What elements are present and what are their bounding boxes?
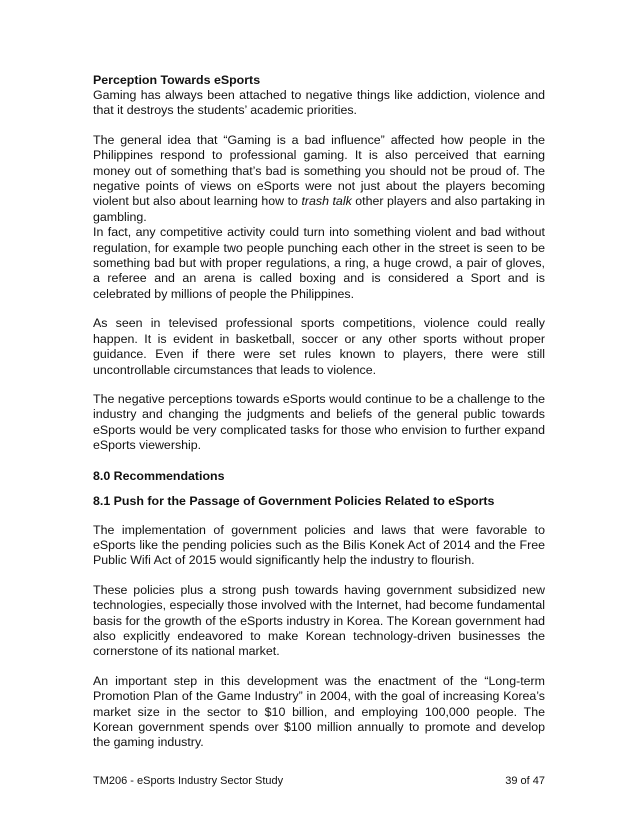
paragraph-perception-4: As seen in televised professional sports competitions, violence could really happen. It is evident in basketball, soccer or any other sports without proper guidance. Even if there were set rules known to players, there were still uncontrollable circumstances that leads to violence. xyxy=(93,316,545,377)
section-heading-recommendations: 8.0 Recommendations xyxy=(93,468,225,483)
paragraph-perception-3: In fact, any competitive activity could turn into something violent and bad without regulation, for example two people punching each other in the street is seen to be something bad but with proper regulations, a ring, a huge crowd, a pair of gloves, a referee and an arena is called boxing and is considered a Sport and is celebrated by millions of people the Philippines. xyxy=(93,225,545,301)
page-footer xyxy=(93,775,545,787)
subsection-heading-8-1: 8.1 Push for the Passage of Government Policies Related to eSports xyxy=(93,493,495,508)
footer-page-number: 39 of 47 xyxy=(505,775,545,787)
paragraph-perception-2 xyxy=(93,133,545,225)
paragraph-perception-2-end: other players and also partaking in gambling. xyxy=(93,194,545,224)
section-heading-perception: Perception Towards eSports xyxy=(93,73,261,87)
paragraph-perception-5: The negative perceptions towards eSports would continue to be a challenge to the industry and changing the judgments and beliefs of the general public towards eSports would be very complicated tasks for those who envision to further expand eSports viewership. xyxy=(93,391,545,453)
emphasis-trash-talk: trash talk xyxy=(301,194,352,209)
footer-document-title: TM206 - eSports Industry Sector Study xyxy=(93,775,284,787)
document-body xyxy=(93,72,545,751)
paragraph-perception-1: Gaming has always been attached to negative things like addiction, violence and that it destroys the students’ academic priorities. xyxy=(93,88,545,118)
paragraph-recommendations-1: The implementation of government policies and laws that were favorable to eSports like the pending policies such as the Bilis Konek Act of 2014 and the Free Public Wifi Act of 2015 would significantly help the industry to flourish. xyxy=(93,522,545,568)
paragraph-recommendations-2: These policies plus a strong push towards having government subsidized new technologies, especially those involved with the Internet, had become fundamental basis for the growth of the eSports industry in Korea. The Korean government had also explicitly endeavored to make Korean technology-driven businesses the cornerstone of its national market. xyxy=(93,582,545,659)
paragraph-recommendations-3: An important step in this development was the enactment of the “Long-term Promotion Plan of the Game Industry” in 2004, with the goal of increasing Korea’s market size in the sector to $10 billion, and employing 100,000 people. The Korean government spends over $100 million annually to promote and develop the gaming industry. xyxy=(93,673,545,750)
paragraph-perception-2-start: The general idea that “Gaming is a bad influence” affected how people in the Philippines respond to professional gaming. It is also perceived that earning money out of something that’s bad is something you should not be proud of. The negative points of views on eSports were not just about the players becoming violent but also about learning how to xyxy=(93,132,545,209)
